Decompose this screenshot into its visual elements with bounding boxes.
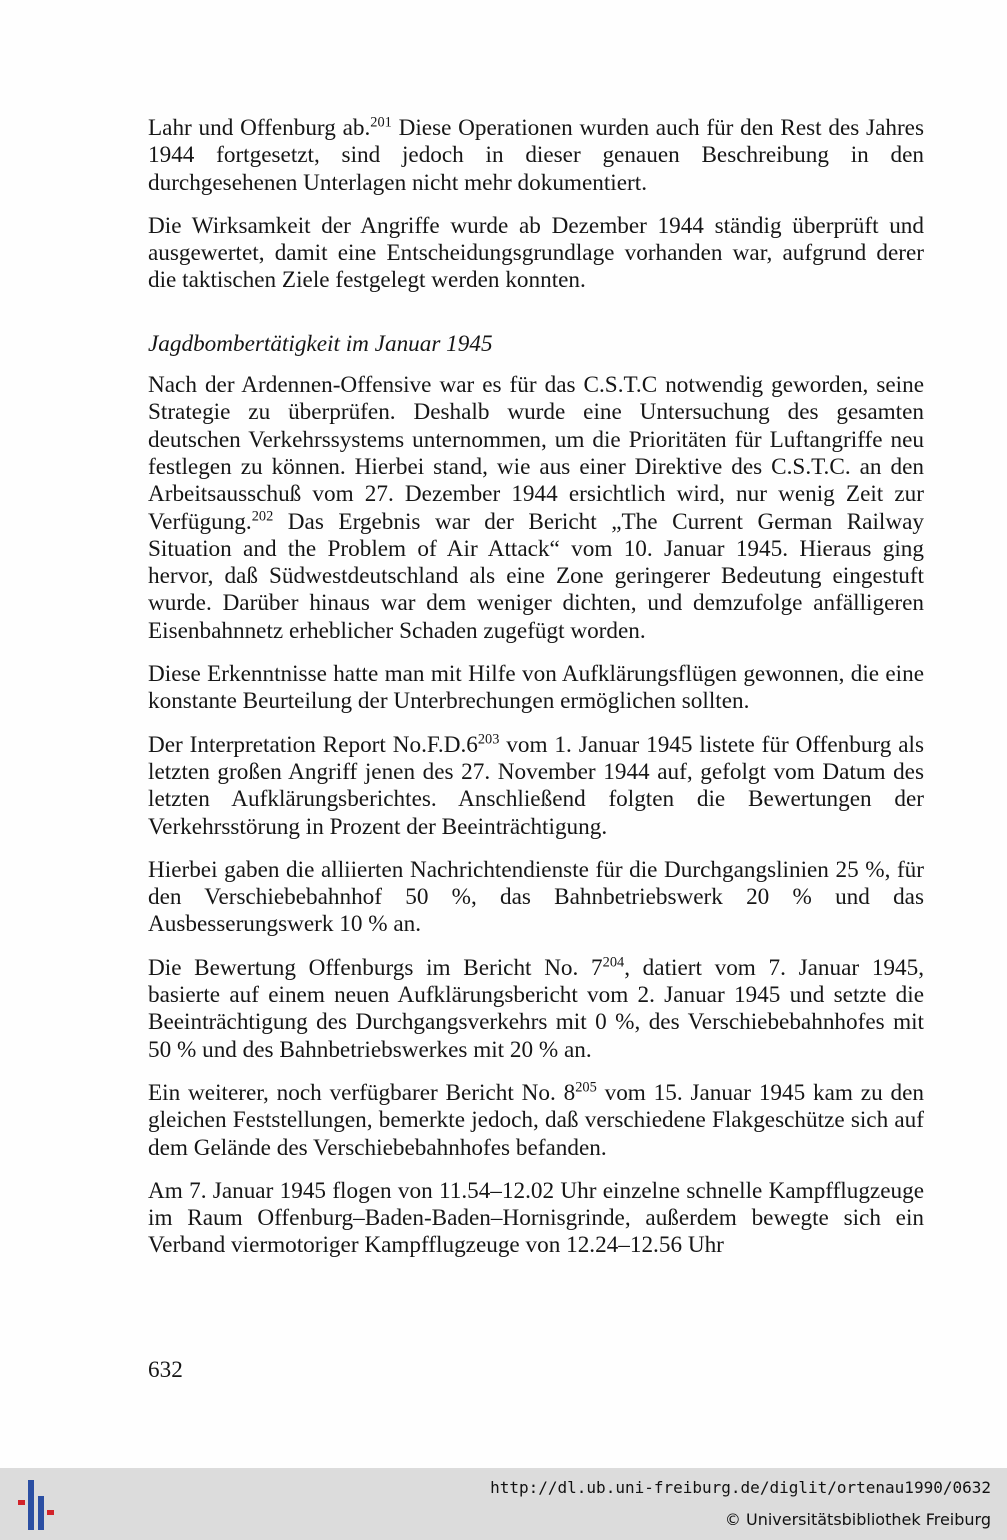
paragraph (148, 732, 924, 841)
text-run: Jagdbombertätigkeit im Januar 1945 (148, 330, 493, 357)
paragraph (148, 857, 924, 939)
footnote-ref: 203 (477, 730, 500, 747)
text-run: Am 7. Januar 1945 flogen von 11.54–12.02 Uhr einzelne schnelle Kampfflugzeuge im Raum Offenburg–Baden-Baden–Hornisgrinde, außerdem bewegte sich ein Verband viermotoriger Kampfflugzeuge von 12.24–12.56 Uhr (148, 1177, 924, 1259)
copyright-text: © Universitätsbibliothek Freiburg (724, 1510, 991, 1529)
footnote-ref: 201 (370, 114, 392, 131)
text-run: Die Wirksamkeit der Angriffe wurde ab Dezember 1944 ständig überprüft und ausgewertet, damit eine Entscheidungsgrundlage vorhanden war, aufgrund derer die taktischen Ziele festgelegt werden konnten. (148, 212, 924, 294)
text-run: Lahr und Offenburg ab. (148, 115, 371, 141)
paragraph (148, 115, 924, 197)
source-url-link[interactable]: http://dl.ub.uni-freiburg.de/diglit/ortenau1990/0632 (490, 1478, 991, 1497)
page-body (148, 115, 924, 1260)
paragraph (148, 955, 924, 1064)
paragraph (148, 1178, 924, 1260)
footnote-ref: 205 (575, 1079, 597, 1096)
text-run: Das Ergebnis war der Bericht „The Current German Railway Situation and the Problem of Air Attack“ vom 10. Januar 1945. Hieraus ging hervor, daß Südwestdeutschland als eine Zone geringerer Bedeutung eingestuft wurde. Darüber hinaus war dem weniger dichten, und demzufolge anfälligeren Eisenbahnnetz erheblicher Schaden zugefügt worden. (148, 508, 924, 644)
text-run: vom 15. Januar 1945 kam zu den gleichen Feststellungen, bemerkte jedoch, daß verschiedene Flakgeschütze sich auf dem Gelände des Verschiebebahnhofes befanden. (148, 1079, 924, 1161)
page-number: 632 (148, 1357, 183, 1383)
footnote-ref: 204 (602, 953, 625, 970)
section-heading (148, 331, 924, 358)
text-run: Diese Erkenntnisse hatte man mit Hilfe von Aufklärungsflügen gewonnen, die eine konstante Beurteilung der Unterbrechungen ermöglichen sollten. (148, 661, 924, 715)
paragraph (148, 1080, 924, 1162)
paragraph (148, 213, 924, 295)
footer-bar (0, 1468, 1007, 1540)
text-run: Diese Operationen wurden auch für den Rest des Jahres 1944 fortgesetzt, sind jedoch in dieser genauen Beschreibung in den durchgesehenen Unterlagen nicht mehr dokumentiert. (148, 115, 924, 196)
text-run: vom 1. Januar 1945 listete für Offenburg als letzten großen Angriff jenen des 27. November 1944 auf, gefolgt vom Datum des letzten Aufklärungsberichtes. Anschließend folgten die Bewertungen der Verkehrsstörung in Prozent der Beeinträchtigung. (148, 731, 924, 840)
paragraph (148, 372, 924, 645)
text-run: Nach der Ardennen-Offensive war es für das C.S.T.C notwendig geworden, seine Strategie zu überprüfen. Deshalb wurde eine Untersuchung des gesamten deutschen Verkehrssystems unternommen, um die Prioritäten für Luftangriffe neu festlegen zu können. Hierbei stand, wie aus einer Direktive des C.S.T.C. an den Arbeitsausschuß vom 27. Dezember 1944 ersichtlich wird, nur wenig Zeit zur Verfügung. (148, 372, 924, 535)
text-run: Der Interpretation Report No.F.D.6 (148, 731, 478, 758)
text-run: Die Bewertung Offenburgs im Bericht No. 7 (148, 954, 603, 981)
text-run: , datiert vom 7. Januar 1945, basierte auf einem neuen Aufklärungsbericht vom 2. Januar 1945 und setzte die Beeinträchtigung des Durchgangsverkehrs mit 0 %, des Verschiebebahnhofes mit 50 % und des Bahnbetriebswerkes mit 20 % an. (148, 954, 924, 1063)
library-logo-icon (11, 1478, 63, 1532)
text-run: Hierbei gaben die alliierten Nachrichtendienste für die Durchgangslinien 25 %, für den Verschiebebahnhof 50 %, das Bahnbetriebswerk 20 % und das Ausbesserungswerk 10 % an. (148, 856, 924, 938)
footnote-ref: 202 (251, 507, 274, 524)
text-run: Ein weiterer, noch verfügbarer Bericht No. 8 (148, 1079, 576, 1106)
paragraph (148, 661, 924, 716)
